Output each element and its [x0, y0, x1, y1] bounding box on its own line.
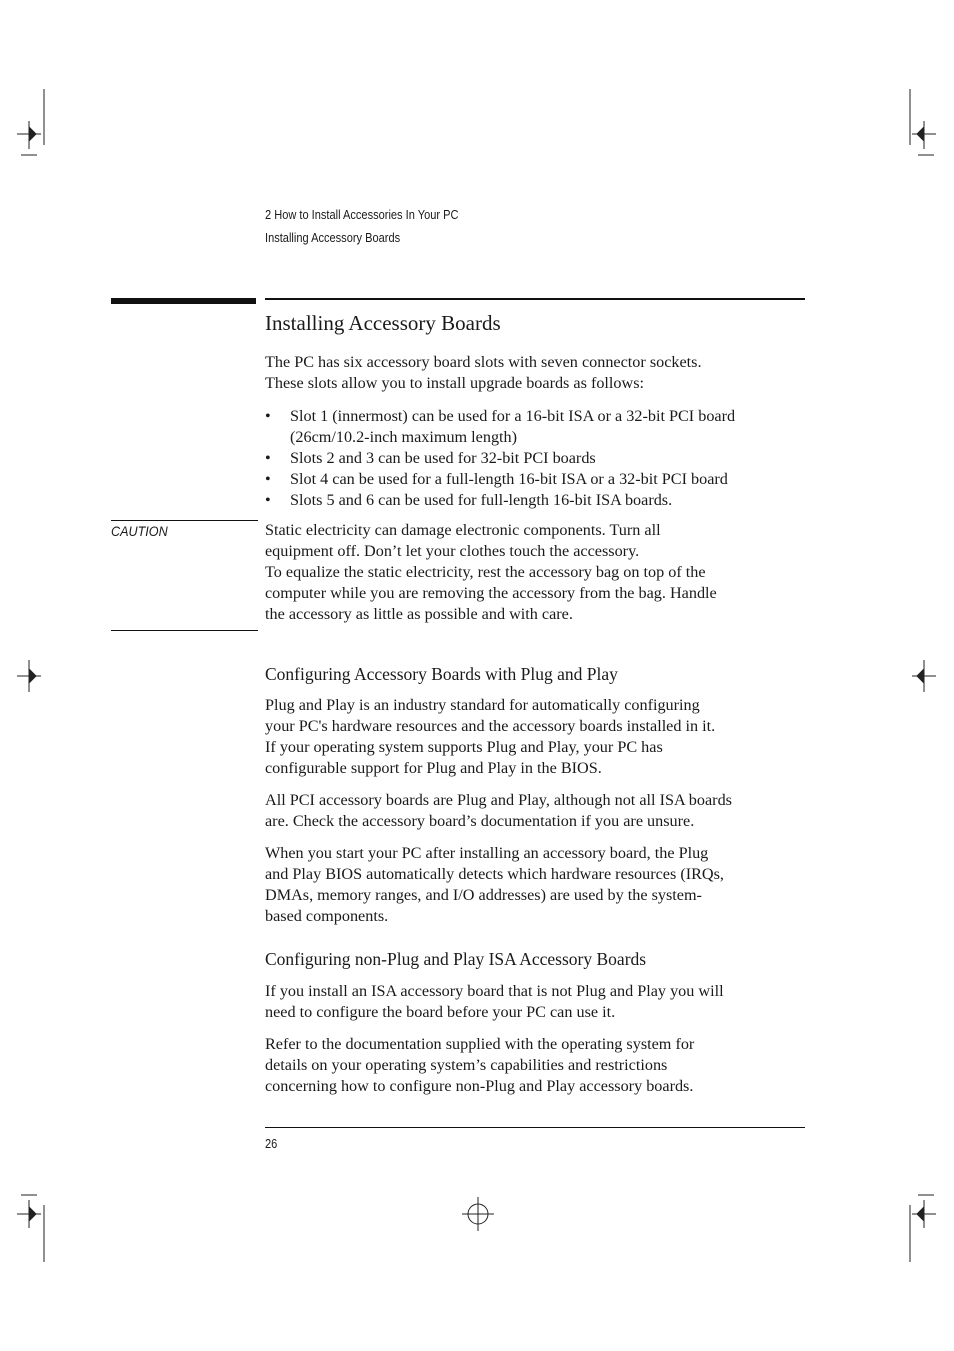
registration-marker: [917, 1207, 924, 1221]
registration-marker: [29, 669, 36, 683]
bullet-symbol: •: [265, 470, 271, 488]
registration-marker: [29, 1207, 36, 1221]
paragraph-line: Refer to the documentation supplied with the operating system for: [265, 1035, 695, 1053]
list-item-line: Slots 2 and 3 can be used for 32-bit PCI boards: [290, 449, 596, 467]
section-heading-pnp: Configuring Accessory Boards with Plug and Play: [265, 664, 618, 684]
caution-line: To equalize the static electricity, rest the accessory bag on top of the: [265, 563, 706, 581]
bullet-symbol: •: [265, 491, 271, 509]
paragraph-line: concerning how to configure non-Plug and Play accessory boards.: [265, 1077, 694, 1095]
paragraph-line: When you start your PC after installing an accessory board, the Plug: [265, 844, 709, 862]
paragraph-line: Plug and Play is an industry standard for automatically configuring: [265, 696, 700, 714]
bullet-symbol: •: [265, 449, 271, 467]
running-header-chapter: 2 How to Install Accessories In Your PC: [265, 207, 459, 222]
registration-marker: [29, 127, 36, 141]
list-item-line: Slot 1 (innermost) can be used for a 16-bit ISA or a 32-bit PCI board: [290, 407, 736, 425]
list-item-line: Slot 4 can be used for a full-length 16-bit ISA or a 32-bit PCI board: [290, 470, 728, 488]
running-header-section: Installing Accessory Boards: [265, 230, 401, 245]
paragraph-line: If you install an ISA accessory board that is not Plug and Play you will: [265, 982, 724, 1000]
registration-marker: [917, 127, 924, 141]
paragraph-line: your PC's hardware resources and the accessory boards installed in it.: [265, 717, 716, 735]
intro-line: These slots allow you to install upgrade boards as follows:: [265, 374, 644, 392]
paragraph-line: and Play BIOS automatically detects which hardware resources (IRQs,: [265, 865, 724, 883]
list-item-line: (26cm/10.2-inch maximum length): [290, 428, 518, 446]
registration-marker: [917, 669, 924, 683]
paragraph-line: All PCI accessory boards are Plug and Play, although not all ISA boards: [265, 791, 732, 809]
bullet-symbol: •: [265, 407, 271, 425]
paragraph-line: DMAs, memory ranges, and I/O addresses) are used by the system-: [265, 886, 702, 904]
paragraph-line: configurable support for Plug and Play in the BIOS.: [265, 759, 602, 777]
caution-label: CAUTION: [111, 523, 168, 539]
page-title: Installing Accessory Boards: [265, 311, 501, 335]
page-number: 26: [265, 1136, 278, 1151]
paragraph-line: based components.: [265, 907, 389, 925]
caution-line: Static electricity can damage electronic components. Turn all: [265, 521, 661, 539]
caution-line: the accessory as little as possible and with care.: [265, 605, 573, 623]
paragraph-line: are. Check the accessory board’s documentation if you are unsure.: [265, 812, 695, 830]
list-item-line: Slots 5 and 6 can be used for full-length 16-bit ISA boards.: [290, 491, 673, 509]
paragraph-line: need to configure the board before your PC can use it.: [265, 1003, 616, 1021]
paragraph-line: If your operating system supports Plug and Play, your PC has: [265, 738, 663, 756]
caution-line: equipment off. Don’t let your clothes touch the accessory.: [265, 542, 640, 560]
section-heading-non-pnp: Configuring non-Plug and Play ISA Accessory Boards: [265, 949, 647, 969]
paragraph-line: details on your operating system’s capabilities and restrictions: [265, 1056, 668, 1074]
caution-line: computer while you are removing the accessory from the bag. Handle: [265, 584, 717, 602]
intro-line: The PC has six accessory board slots with seven connector sockets.: [265, 353, 702, 371]
